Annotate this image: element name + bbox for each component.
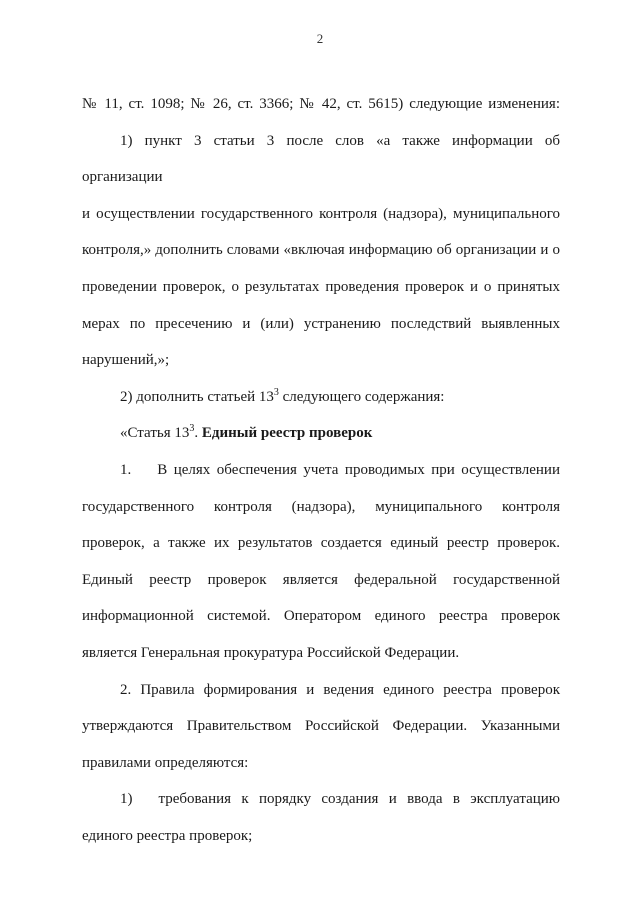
document-body	[82, 86, 560, 854]
item-1-line: проведении проверок, о результатах проведения проверок и о принятых	[82, 278, 560, 295]
item-1-paragraph	[82, 123, 560, 379]
paragraph-1-line: Единый реестр проверок является федеральной государственной	[82, 571, 560, 588]
page-number: 2	[316, 31, 324, 46]
item-1-line: мерах по пресечению и (или) устранению последствий выявленных	[82, 315, 560, 332]
item-1-line: нарушений,»;	[82, 352, 170, 369]
item-2-line	[82, 379, 560, 416]
paragraph-1-line: является Генеральная прокуратура Российской Федерации.	[82, 644, 460, 661]
item-1-line: и осуществлении государственного контроля (надзора), муниципального	[82, 205, 560, 222]
intro-text: № 11, ст. 1098; № 26, ст. 3366; № 42, ст. 5615) следующие изменения:	[82, 96, 560, 112]
item-2-suffix: следующего содержания:	[278, 388, 445, 405]
article-heading-superscript: 3	[189, 423, 195, 435]
paragraph-2-item-1-line	[82, 781, 560, 818]
paragraph-1	[82, 452, 560, 672]
paragraph-1-number: 1.	[120, 461, 132, 478]
paragraph-2-line: правилами определяются:	[82, 754, 249, 771]
article-heading-dot: .	[194, 425, 199, 442]
paragraph-2-item-1-text: требования к порядку создания и ввода в эксплуатацию	[158, 791, 560, 808]
paragraph-1-line: проверок, а также их результатов создается единый реестр проверок.	[82, 535, 560, 552]
paragraph-2-line: 2. Правила формирования и ведения единого реестра проверок	[120, 681, 560, 698]
paragraph-2-item-1	[82, 781, 560, 854]
article-heading	[82, 415, 560, 452]
paragraph-2-line: утверждаются Правительством Российской Федерации. Указанными	[82, 718, 560, 735]
paragraph-1-line: информационной системой. Оператором единого реестра проверок	[82, 608, 560, 625]
paragraph-2-item-1-number: 1)	[120, 791, 133, 808]
item-2-superscript: 3	[273, 386, 279, 398]
intro-line	[82, 86, 560, 123]
item-2-prefix: 2) дополнить статьей 13	[120, 388, 274, 405]
paragraph-2	[82, 672, 560, 782]
article-heading-prefix: «Статья 13	[120, 425, 190, 442]
paragraph-1-line: государственного контроля (надзора), муниципального контроля	[82, 498, 560, 515]
paragraph-2-item-1-line: единого реестра проверок;	[82, 827, 253, 844]
paragraph-1-text: В целях обеспечения учета проводимых при осуществлении	[157, 461, 560, 478]
item-1-line: контроля,» дополнить словами «включая информацию об организации и о	[82, 242, 560, 259]
article-heading-title: Единый реестр проверок	[201, 425, 373, 442]
item-1-line: 1) пункт 3 статьи 3 после слов «а также информации об организации	[82, 132, 560, 186]
paragraph-1-line	[82, 452, 560, 489]
